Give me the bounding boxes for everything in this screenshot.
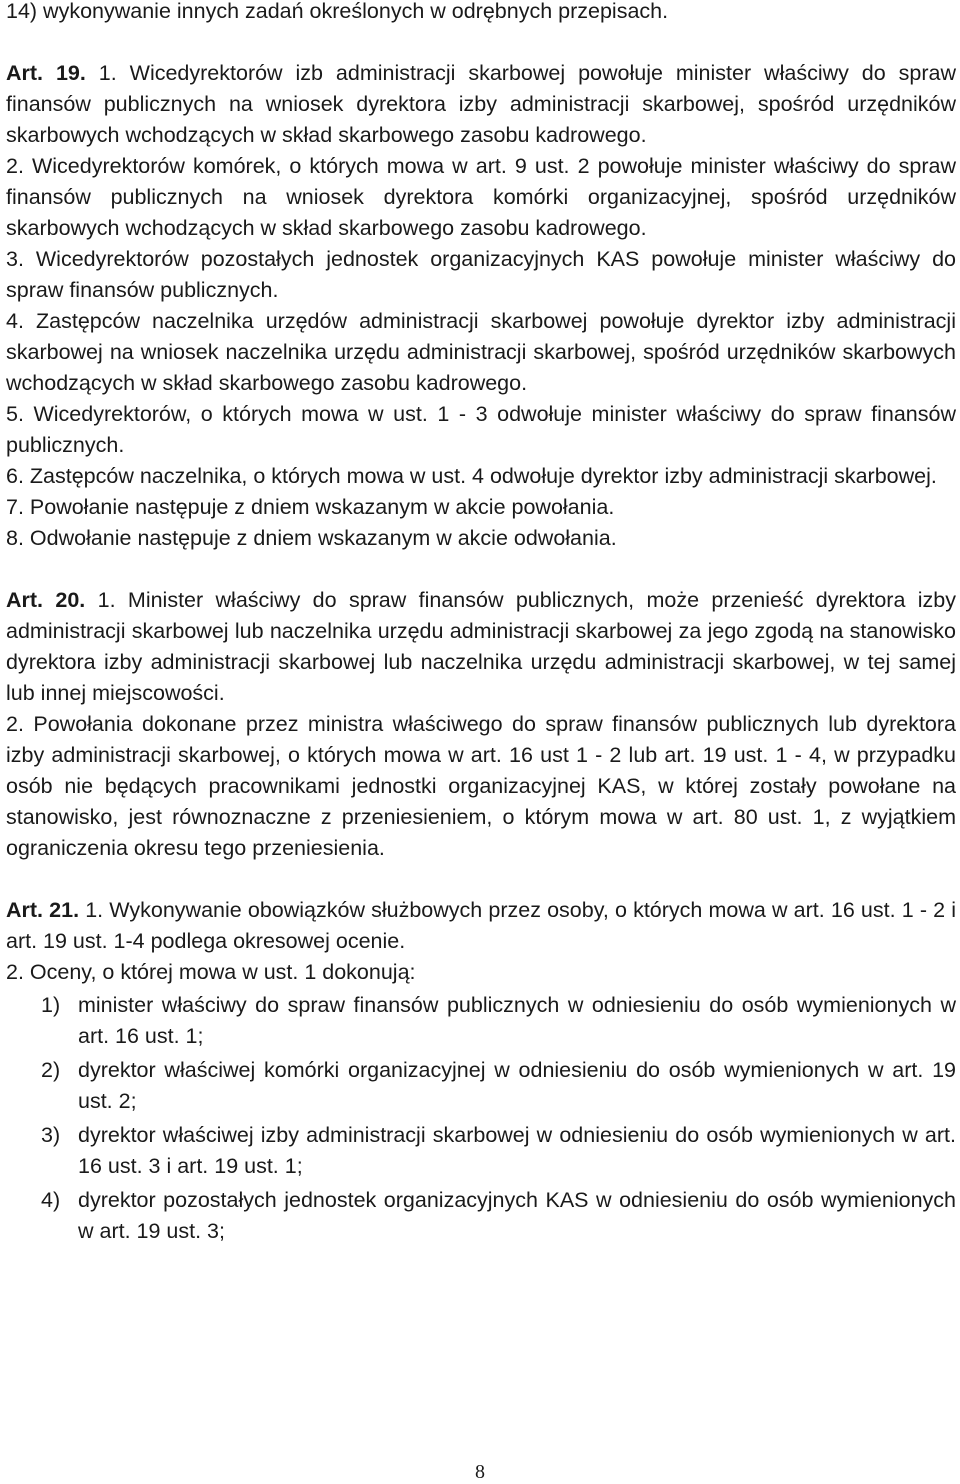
list-item-text: dyrektor pozostałych jednostek organizacyjnych KAS w odniesieniu do osób wymienionych w art. 19 ust. 3; bbox=[78, 1188, 956, 1243]
list-item bbox=[6, 1120, 956, 1182]
art21-para-1: Art. 21. 1. Wykonywanie obowiązków służbowych przez osoby, o których mowa w art. 16 ust. 1 - 2 i art. 19 ust. 1-4 podlega okresowej ocenie. bbox=[6, 898, 956, 953]
art19-para-2: 2. Wicedyrektorów komórek, o których mowa w art. 9 ust. 2 powołuje minister właściwy do spraw finansów publicznych na wniosek dyrektora komórki organizacyjnej, spośród urzędników skarbowych wchodzących w skład skarbowego zasobu kadrowego. bbox=[6, 154, 956, 240]
spacer bbox=[6, 554, 956, 585]
art19-para-7: 7. Powołanie następuje z dniem wskazanym w akcie powołania. bbox=[6, 495, 615, 519]
list-item bbox=[6, 990, 956, 1052]
document-page bbox=[6, 0, 956, 1250]
intro-line: 14) wykonywanie innych zadań określonych w odrębnych przepisach. bbox=[6, 0, 669, 23]
art19-para-1: Art. 19. 1. Wicedyrektorów izb administracji skarbowej powołuje minister właściwy do spraw finansów publicznych na wniosek dyrektora izby administracji skarbowej, spośród urzędników skarbowych wchodzących w skład skarbowego zasobu kadrowego. bbox=[6, 61, 957, 147]
article-20 bbox=[6, 585, 956, 864]
list-item-text: minister właściwy do spraw finansów publicznych w odniesieniu do osób wymienionych w art. 16 ust. 1; bbox=[78, 993, 956, 1048]
list-item-text: dyrektor właściwej komórki organizacyjnej w odniesieniu do osób wymienionych w art. 19 ust. 2; bbox=[78, 1058, 956, 1113]
list-item-number: 2) bbox=[41, 1058, 61, 1082]
list-item bbox=[6, 1185, 956, 1247]
art19-para-6: 6. Zastępców naczelnika, o których mowa w ust. 4 odwołuje dyrektor izby administracji skarbowej. bbox=[6, 464, 937, 488]
art20-heading: Art. 20. bbox=[6, 588, 86, 612]
list-item bbox=[6, 1055, 956, 1117]
art19-heading: Art. 19. bbox=[6, 61, 86, 85]
list-item-number: 1) bbox=[41, 993, 61, 1017]
article-19 bbox=[6, 58, 956, 554]
art21-para-2: 2. Oceny, o której mowa w ust. 1 dokonują: bbox=[6, 960, 416, 984]
page-number: 8 bbox=[475, 1461, 485, 1483]
list-item-number: 4) bbox=[41, 1188, 61, 1212]
list-item-number: 3) bbox=[41, 1123, 61, 1147]
art19-para-8: 8. Odwołanie następuje z dniem wskazanym w akcie odwołania. bbox=[6, 526, 617, 550]
art19-para-4: 4. Zastępców naczelnika urzędów administracji skarbowej powołuje dyrektor izby administracji skarbowej na wniosek naczelnika urzędu administracji skarbowej, spośród urzędników skarbowych wchodzących w skład skarbowego zasobu kadrowego. bbox=[6, 309, 956, 395]
spacer bbox=[6, 864, 956, 895]
art20-para-2: 2. Powołania dokonane przez ministra właściwego do spraw finansów publicznych lub dyrektora izby administracji skarbowej, o których mowa w art. 16 ust 1 - 2 lub art. 19 ust. 1 - 4, w przypadku osób nie będących pracownikami jednostki organizacyjnej KAS, w której zostały powołane na stanowisko, jest równoznaczne z przeniesieniem, o którym mowa w art. 80 ust. 1, z wyjątkiem ograniczenia okresu tego przeniesienia. bbox=[6, 712, 956, 860]
art19-para-3: 3. Wicedyrektorów pozostałych jednostek organizacyjnych KAS powołuje minister właściwy do spraw finansów publicznych. bbox=[6, 247, 956, 302]
spacer bbox=[6, 27, 956, 58]
article-21 bbox=[6, 895, 956, 1247]
list-item-text: dyrektor właściwej izby administracji skarbowej w odniesieniu do osób wymienionych w art. 16 ust. 3 i art. 19 ust. 1; bbox=[78, 1123, 956, 1178]
art20-para-1: Art. 20. 1. Minister właściwy do spraw finansów publicznych, może przenieść dyrektora izby administracji skarbowej lub naczelnika urzędu administracji skarbowej za jego zgodą na stanowisko dyrektora izby administracji skarbowej lub naczelnika urzędu administracji skarbowej, w tej samej lub innej miejscowości. bbox=[6, 588, 956, 705]
art21-heading: Art. 21. bbox=[6, 898, 80, 922]
art19-para-5: 5. Wicedyrektorów, o których mowa w ust. 1 - 3 odwołuje minister właściwy do spraw finansów publicznych. bbox=[6, 402, 956, 457]
